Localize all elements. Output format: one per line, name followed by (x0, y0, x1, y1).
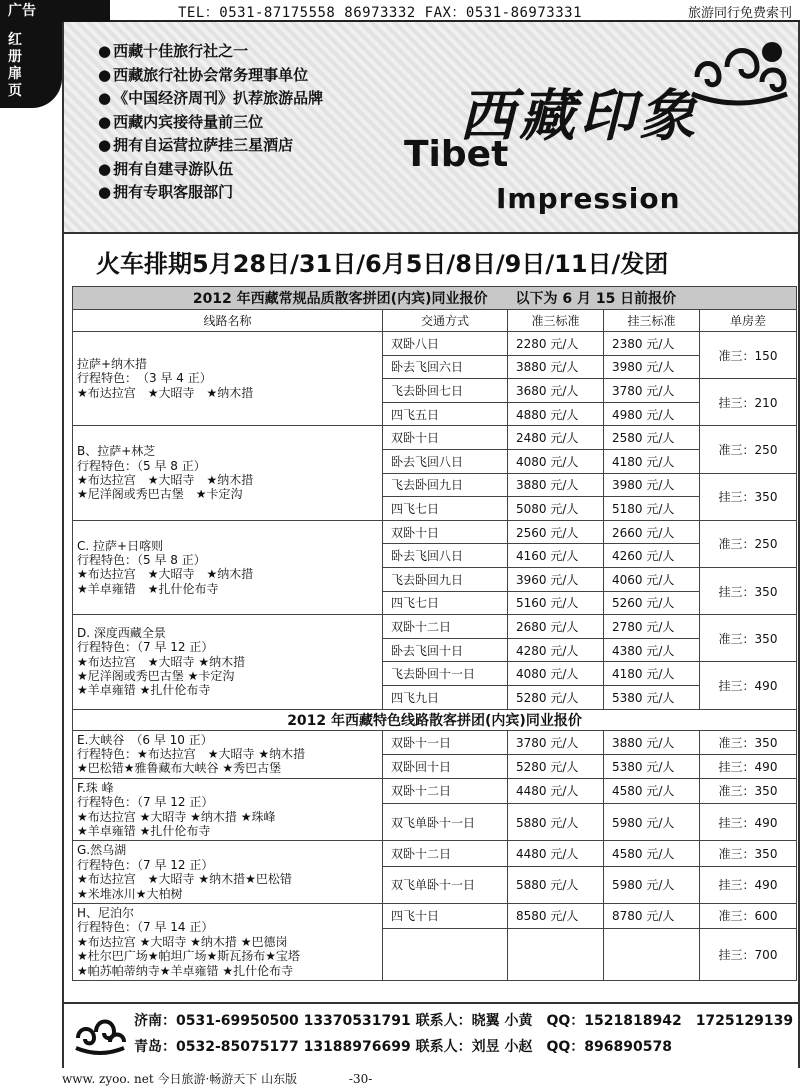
side-tab-label: 红册扉页 (8, 32, 22, 99)
superior-price-cell: 5380 元/人 (604, 685, 700, 709)
transport-cell: 飞去卧回七日 (383, 379, 508, 403)
table2-title: 2012 年西藏特色线路散客拼团(内宾)同业报价 (73, 709, 797, 730)
standard-price-cell: 2560 元/人 (508, 520, 604, 544)
superior-price-cell: 2660 元/人 (604, 520, 700, 544)
single-room-cell: 准三：350 (700, 730, 797, 754)
transport-cell: 飞去卧回九日 (383, 567, 508, 591)
logo-impression: Impression (496, 182, 681, 215)
side-tab (0, 22, 62, 108)
transport-cell: 四飞五日 (383, 402, 508, 426)
transport-cell: 双卧十二日 (383, 615, 508, 639)
route-line: 行程特色：（7 早 12 正） (77, 640, 214, 655)
route-line: ★布达拉宫 ★大昭寺 ★纳木措 ★巴德岗 (77, 934, 288, 949)
route-cell (73, 841, 383, 904)
superior-price-cell: 4580 元/人 (604, 778, 700, 803)
superior-price-cell: 5980 元/人 (604, 866, 700, 903)
route-line: ★布达拉宫 ★大昭寺 ★纳木措 (77, 567, 254, 582)
train-schedule: 火车排期5月28日/31日/6月5日/8日/9日/11日/发团 (96, 250, 669, 278)
single-room-cell: 挂三：490 (700, 754, 797, 778)
route-line: 行程特色：★布达拉宫 ★大昭寺 ★纳木措 (77, 746, 306, 761)
route-line: ★帕苏帕蒂纳寺★羊卓雍错 ★扎什伦布寺 (77, 963, 294, 978)
transport-cell: 双卧回十日 (383, 754, 508, 778)
standard-price-cell: 5280 元/人 (508, 754, 604, 778)
superior-price-cell: 8780 元/人 (604, 903, 700, 928)
column-header: 准三标准 (508, 310, 604, 332)
route-line: 行程特色：（7 早 14 正） (77, 920, 214, 935)
superior-price-cell: 4380 元/人 (604, 638, 700, 662)
page-number: -30- (348, 1072, 373, 1086)
footer-qingdao: 青岛：0532-85075177 13188976699 联系人：刘昱 小赵 QQ：896890578 (134, 1039, 672, 1055)
main-panel (62, 22, 800, 1068)
transport-cell: 四飞九日 (383, 685, 508, 709)
single-room-cell: 挂三：350 (700, 567, 797, 614)
feature-item: ● 拥有专职客服部门 (98, 181, 323, 205)
route-line: ★尼洋阁或秀巴古堡 ★卡定沟 (77, 669, 235, 684)
feature-item: ● 西藏旅行社协会常务理事单位 (98, 64, 323, 88)
table-row (73, 520, 797, 544)
table-row (73, 903, 797, 928)
cloud-logo-icon (72, 1014, 128, 1060)
standard-price-cell: 4080 元/人 (508, 449, 604, 473)
route-line: ★羊卓雍错 ★扎什伦布寺 (77, 823, 211, 838)
single-room-cell: 挂三：210 (700, 379, 797, 426)
table-row (73, 332, 797, 356)
single-room-cell: 准三：350 (700, 615, 797, 662)
standard-price-cell: 3680 元/人 (508, 379, 604, 403)
column-header: 交通方式 (383, 310, 508, 332)
single-room-cell: 挂三：490 (700, 804, 797, 841)
standard-price-cell: 4480 元/人 (508, 841, 604, 866)
column-header: 挂三标准 (604, 310, 700, 332)
single-room-cell: 挂三：350 (700, 473, 797, 520)
route-line: E.大峡谷 （6 早 10 正） (77, 732, 213, 747)
standard-price-cell: 8580 元/人 (508, 903, 604, 928)
route-line: ★尼洋阁或秀巴古堡 ★卡定沟 (77, 487, 243, 502)
site-text: www. zyoo. net 今日旅游·畅游天下 山东版 (62, 1072, 298, 1086)
route-line: 拉萨+纳木措 (77, 357, 148, 372)
route-line: ★布达拉宫 ★大昭寺 ★纳木措 (77, 654, 246, 669)
single-room-cell: 准三：350 (700, 841, 797, 866)
route-line: ★布达拉宫 ★大昭寺 ★纳木措 ★珠峰 (77, 809, 276, 824)
feature-item: ● 西藏十佳旅行社之一 (98, 40, 323, 64)
transport-cell: 双飞单卧十一日 (383, 866, 508, 903)
route-cell (73, 615, 383, 709)
transport-cell: 卧去飞回八日 (383, 544, 508, 568)
single-room-cell: 准三：250 (700, 520, 797, 567)
superior-price-cell: 2380 元/人 (604, 332, 700, 356)
transport-cell: 双卧十一日 (383, 730, 508, 754)
route-line: F.珠 峰 (77, 780, 114, 795)
transport-cell: 卧去飞回六日 (383, 355, 508, 379)
transport-cell: 飞去卧回十一日 (383, 662, 508, 686)
table-row (73, 778, 797, 803)
superior-price-cell: 2780 元/人 (604, 615, 700, 639)
superior-price-cell: 4580 元/人 (604, 841, 700, 866)
route-cell (73, 903, 383, 980)
transport-cell: 双飞单卧十一日 (383, 804, 508, 841)
table1-title: 2012 年西藏常规品质散客拼团(内宾)同业报价 以下为 6 月 15 日前报价 (73, 287, 797, 310)
route-cell (73, 730, 383, 778)
bottom-line (62, 1070, 372, 1087)
table-row (73, 615, 797, 639)
table-row (73, 426, 797, 450)
standard-price-cell: 4080 元/人 (508, 662, 604, 686)
standard-price-cell: 2280 元/人 (508, 332, 604, 356)
standard-price-cell: 5160 元/人 (508, 591, 604, 615)
superior-price-cell: 4980 元/人 (604, 402, 700, 426)
column-header: 单房差 (700, 310, 797, 332)
superior-price-cell (604, 929, 700, 981)
single-room-cell: 准三：150 (700, 332, 797, 379)
route-line: 行程特色： （3 早 4 正） (77, 371, 212, 386)
route-line: ★羊卓雍错 ★扎什伦布寺 (77, 683, 211, 698)
cloud-ornament-icon (682, 32, 792, 122)
route-cell (73, 332, 383, 426)
standard-price-cell: 2680 元/人 (508, 615, 604, 639)
route-line: ★巴松错★雅鲁藏布大峡谷 ★秀巴古堡 (77, 761, 282, 776)
ad-label: 广告 (0, 0, 110, 22)
contact-line: TEL：0531-87175558 86973332 FAX：0531-86973331 (178, 5, 583, 21)
route-line: 行程特色：（5 早 8 正） (77, 458, 206, 473)
table-row (73, 730, 797, 754)
route-cell (73, 778, 383, 841)
standard-price-cell: 5280 元/人 (508, 685, 604, 709)
superior-price-cell: 4180 元/人 (604, 662, 700, 686)
superior-price-cell: 2580 元/人 (604, 426, 700, 450)
route-line: 行程特色：（7 早 12 正） (77, 795, 214, 810)
standard-price-cell (508, 929, 604, 981)
feature-item: ● 《中国经济周刊》扒荐旅游品牌 (98, 87, 323, 111)
superior-price-cell: 5380 元/人 (604, 754, 700, 778)
standard-price-cell: 4480 元/人 (508, 778, 604, 803)
feature-list (98, 40, 323, 205)
logo-chinese: 西藏印象 (459, 83, 699, 149)
transport-cell: 飞去卧回九日 (383, 473, 508, 497)
superior-price-cell: 4060 元/人 (604, 567, 700, 591)
route-line: ★布达拉宫 ★大昭寺 ★纳木措 (77, 385, 254, 400)
transport-cell: 卧去飞回十日 (383, 638, 508, 662)
standard-price-cell: 4880 元/人 (508, 402, 604, 426)
transport-cell: 双卧十二日 (383, 841, 508, 866)
route-cell (73, 520, 383, 614)
standard-price-cell: 4280 元/人 (508, 638, 604, 662)
transport-cell: 四飞十日 (383, 903, 508, 928)
superior-price-cell: 3980 元/人 (604, 355, 700, 379)
route-line: 行程特色：（5 早 8 正） (77, 553, 206, 568)
route-line: ★羊卓雍错 ★扎什伦布寺 (77, 581, 219, 596)
column-header: 线路名称 (73, 310, 383, 332)
route-line: 行程特色：（7 早 12 正） (77, 857, 214, 872)
footer-jinan: 济南：0531-69950500 13370531791 联系人：晓翼 小黄 QQ：1521818942 1725129139 (134, 1013, 794, 1029)
standard-price-cell: 2480 元/人 (508, 426, 604, 450)
standard-price-cell: 3880 元/人 (508, 473, 604, 497)
standard-price-cell: 3880 元/人 (508, 355, 604, 379)
table-row (73, 841, 797, 866)
feature-item: ● 拥有自建寻游队伍 (98, 158, 323, 182)
transport-cell: 四飞七日 (383, 497, 508, 521)
free-catalog-text: 旅游同行免费索刊 (687, 6, 792, 21)
footer-contact (64, 1002, 798, 1066)
route-line: ★杜尔巴广场★帕坦广场★斯瓦扬布★宝塔 (77, 949, 301, 964)
route-line: ★布达拉宫 ★大昭寺 ★纳木措★巴松错 (77, 872, 292, 887)
single-room-cell: 挂三：490 (700, 866, 797, 903)
superior-price-cell: 4180 元/人 (604, 449, 700, 473)
route-line: H、尼泊尔 (77, 905, 135, 920)
superior-price-cell: 5180 元/人 (604, 497, 700, 521)
top-bar (0, 0, 800, 22)
header-banner (64, 22, 798, 234)
single-room-cell: 挂三：490 (700, 662, 797, 709)
feature-item: ● 拥有自运营拉萨挂三星酒店 (98, 134, 323, 158)
single-room-cell: 准三：350 (700, 778, 797, 803)
transport-cell: 双卧十二日 (383, 778, 508, 803)
route-line: D. 深度西藏全景 (77, 625, 166, 640)
route-line: ★布达拉宫 ★大昭寺 ★纳木措 (77, 473, 254, 488)
logo-tibet: Tibet (404, 134, 509, 175)
superior-price-cell: 3980 元/人 (604, 473, 700, 497)
route-cell (73, 426, 383, 520)
transport-cell: 卧去飞回八日 (383, 449, 508, 473)
superior-price-cell: 3880 元/人 (604, 730, 700, 754)
route-line: G.然乌湖 (77, 843, 127, 858)
standard-price-cell: 5080 元/人 (508, 497, 604, 521)
transport-cell: 双卧十日 (383, 520, 508, 544)
price-table (72, 286, 797, 981)
standard-price-cell: 4160 元/人 (508, 544, 604, 568)
superior-price-cell: 5980 元/人 (604, 804, 700, 841)
transport-cell (383, 929, 508, 981)
transport-cell: 双卧八日 (383, 332, 508, 356)
standard-price-cell: 5880 元/人 (508, 866, 604, 903)
route-line: B、拉萨+林芝 (77, 444, 156, 459)
route-line: C. 拉萨+日喀则 (77, 538, 164, 553)
transport-cell: 四飞七日 (383, 591, 508, 615)
feature-item: ● 西藏内宾接待量前三位 (98, 111, 323, 135)
standard-price-cell: 3960 元/人 (508, 567, 604, 591)
single-room-cell: 挂三：700 (700, 929, 797, 981)
superior-price-cell: 3780 元/人 (604, 379, 700, 403)
superior-price-cell: 5260 元/人 (604, 591, 700, 615)
route-line: ★米堆冰川★大柏树 (77, 886, 183, 901)
single-room-cell: 准三：250 (700, 426, 797, 473)
transport-cell: 双卧十日 (383, 426, 508, 450)
standard-price-cell: 3780 元/人 (508, 730, 604, 754)
standard-price-cell: 5880 元/人 (508, 804, 604, 841)
superior-price-cell: 4260 元/人 (604, 544, 700, 568)
single-room-cell: 准三：600 (700, 903, 797, 928)
